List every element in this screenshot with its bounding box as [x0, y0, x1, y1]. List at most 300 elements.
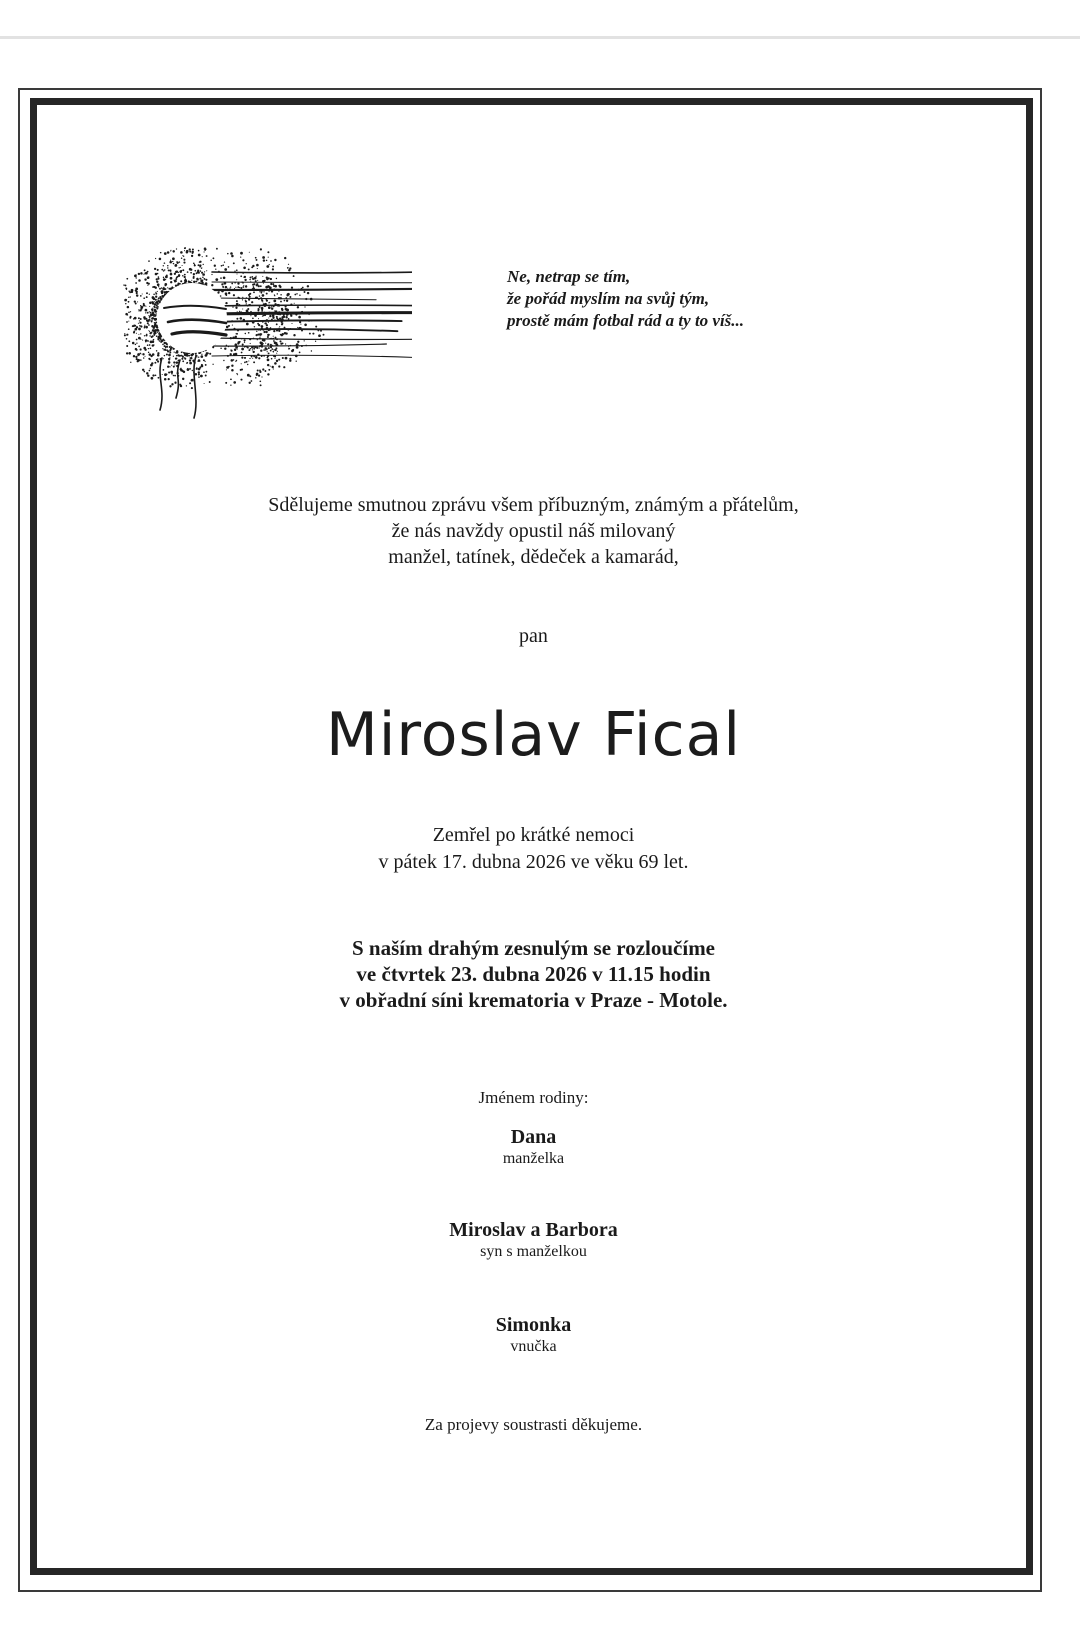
- stipple-dot: [255, 276, 256, 277]
- stipple-dot: [291, 287, 293, 289]
- stipple-dot: [148, 348, 149, 349]
- stipple-dot: [237, 341, 240, 344]
- stipple-dot: [266, 349, 268, 351]
- stipple-dot: [148, 324, 150, 326]
- stipple-dot: [176, 276, 178, 278]
- stipple-dot: [145, 312, 146, 313]
- stipple-dot: [181, 358, 183, 360]
- stipple-dot: [139, 325, 141, 327]
- stipple-dot: [259, 291, 260, 292]
- stipple-dot: [201, 272, 203, 274]
- stipple-dot: [307, 292, 309, 294]
- stipple-dot: [152, 374, 154, 376]
- stipple-dot: [187, 355, 189, 357]
- stipple-dot: [211, 274, 212, 275]
- stipple-dot: [231, 283, 233, 285]
- stipple-dot: [323, 334, 325, 336]
- stipple-dot: [221, 283, 223, 285]
- stipple-dot: [269, 315, 271, 317]
- stipple-dot: [241, 352, 243, 354]
- stipple-dot: [268, 353, 270, 355]
- stipple-dot: [187, 368, 188, 369]
- stipple-dot: [246, 361, 248, 363]
- stipple-dot: [200, 375, 203, 378]
- stipple-dot: [148, 260, 150, 262]
- stipple-dot: [230, 252, 233, 255]
- stipple-dot: [146, 334, 148, 336]
- stipple-dot: [274, 358, 275, 359]
- stipple-dot: [242, 286, 244, 288]
- stipple-dot: [140, 348, 142, 350]
- stipple-dot: [276, 353, 277, 354]
- stipple-dot: [136, 343, 137, 344]
- stipple-dot: [173, 361, 175, 363]
- stipple-dot: [271, 358, 273, 360]
- stipple-dot: [246, 323, 249, 326]
- stipple-dot: [157, 360, 159, 362]
- stipple-dot: [182, 370, 184, 372]
- stipple-dot: [256, 259, 258, 261]
- stipple-dot: [169, 385, 171, 387]
- stipple-dot: [153, 301, 154, 302]
- stipple-dot: [148, 358, 150, 360]
- stipple-dot: [196, 368, 198, 370]
- stipple-dot: [125, 284, 127, 286]
- stipple-dot: [155, 296, 157, 298]
- stipple-dot: [124, 334, 126, 336]
- stipple-dot: [261, 325, 264, 328]
- stipple-dot: [224, 347, 226, 349]
- stipple-dot: [264, 370, 266, 372]
- stipple-dot: [186, 251, 189, 254]
- comet-streak: [212, 329, 397, 331]
- stipple-dot: [140, 295, 142, 297]
- stipple-dot: [150, 348, 152, 350]
- stipple-dot: [142, 293, 143, 294]
- stipple-dot: [288, 348, 289, 349]
- stipple-dot: [192, 379, 193, 380]
- stipple-dot: [214, 265, 216, 267]
- stipple-dot: [139, 320, 140, 321]
- stipple-dot: [150, 364, 153, 367]
- stipple-dot: [140, 308, 142, 310]
- stipple-dot: [256, 283, 258, 285]
- stipple-dot: [169, 346, 171, 348]
- stipple-dot: [282, 357, 284, 359]
- stipple-dot: [153, 344, 155, 346]
- stipple-dot: [237, 286, 239, 288]
- stipple-dot: [189, 368, 190, 369]
- stipple-dot: [183, 352, 184, 353]
- stipple-dot: [157, 332, 158, 333]
- stipple-dot: [263, 291, 264, 292]
- stipple-dot: [244, 339, 246, 341]
- stipple-dot: [159, 258, 162, 261]
- stipple-dot: [137, 301, 138, 302]
- stipple-dot: [173, 375, 175, 377]
- stipple-dot: [249, 296, 251, 298]
- stipple-dot: [263, 294, 265, 296]
- stipple-dot: [231, 255, 234, 258]
- stipple-dot: [226, 369, 227, 370]
- stipple-dot: [140, 339, 141, 340]
- stipple-dot: [235, 333, 236, 334]
- stipple-dot: [234, 270, 235, 271]
- stipple-dot: [184, 274, 186, 276]
- stipple-dot: [152, 353, 155, 356]
- stipple-dot: [273, 349, 274, 350]
- stipple-dot: [240, 256, 241, 257]
- stipple-dot: [191, 282, 192, 283]
- stipple-dot: [162, 374, 163, 375]
- stipple-dot: [131, 289, 134, 292]
- stipple-dot: [265, 343, 266, 344]
- stipple-dot: [262, 276, 263, 277]
- stipple-dot: [168, 378, 170, 380]
- stipple-dot: [164, 345, 166, 347]
- stipple-dot: [136, 292, 138, 294]
- stipple-dot: [198, 250, 200, 252]
- stipple-dot: [312, 333, 314, 335]
- stipple-dot: [232, 306, 233, 307]
- stipple-dot: [170, 273, 173, 276]
- stipple-dot: [249, 279, 250, 280]
- stipple-dot: [277, 351, 278, 352]
- stipple-dot: [227, 253, 229, 255]
- stipple-dot: [252, 317, 254, 319]
- stipple-dot: [136, 294, 138, 296]
- stipple-dot: [258, 285, 260, 287]
- stipple-dot: [180, 280, 182, 282]
- stipple-dot: [270, 278, 272, 280]
- stipple-dot: [266, 293, 268, 295]
- stipple-dot: [173, 263, 174, 264]
- stipple-dot: [281, 309, 283, 311]
- stipple-dot: [259, 380, 261, 382]
- stipple-dot: [228, 266, 230, 268]
- stipple-dot: [274, 342, 277, 345]
- stipple-dot: [164, 284, 166, 286]
- stipple-dot: [183, 255, 184, 256]
- stipple-dot: [278, 359, 280, 361]
- stipple-dot: [182, 275, 184, 277]
- stipple-dot: [200, 355, 203, 358]
- stipple-dot: [206, 270, 207, 271]
- stipple-dot: [208, 353, 209, 354]
- stipple-dot: [175, 271, 177, 273]
- stipple-dot: [266, 265, 269, 268]
- stipple-dot: [267, 336, 269, 338]
- stipple-dot: [174, 375, 176, 377]
- stipple-dot: [138, 310, 139, 311]
- stipple-dot: [136, 277, 137, 278]
- stipple-dot: [291, 323, 292, 324]
- stipple-dot: [146, 292, 148, 294]
- stipple-dot: [173, 356, 174, 357]
- stipple-dot: [156, 278, 158, 280]
- stipple-dot: [191, 387, 193, 389]
- stipple-dot: [133, 330, 135, 332]
- stipple-dot: [172, 261, 173, 262]
- stipple-dot: [284, 257, 286, 259]
- stipple-dot: [154, 268, 156, 270]
- stipple-dot: [184, 247, 186, 249]
- stipple-dot: [189, 382, 191, 384]
- stipple-dot: [244, 362, 246, 364]
- stipple-dot: [166, 274, 168, 276]
- stipple-dot: [152, 301, 153, 302]
- stipple-dot: [189, 248, 191, 250]
- stipple-dot: [161, 269, 163, 271]
- family-member: [40, 1218, 1027, 1262]
- stipple-dot: [222, 286, 224, 288]
- stipple-dot: [201, 268, 202, 269]
- stipple-dot: [140, 272, 142, 274]
- stipple-dot: [198, 357, 199, 358]
- stipple-dot: [128, 321, 129, 322]
- stipple-dot: [285, 343, 286, 344]
- stipple-dot: [170, 281, 172, 283]
- stipple-dot: [155, 273, 158, 276]
- stipple-dot: [259, 333, 262, 336]
- stipple-dot: [248, 294, 250, 296]
- salutation: pan: [519, 625, 548, 647]
- stipple-dot: [176, 358, 177, 359]
- stipple-dot: [129, 292, 131, 294]
- stipple-dot: [246, 303, 247, 304]
- stipple-dot: [149, 370, 151, 372]
- stipple-dot: [249, 375, 251, 377]
- stipple-dot: [134, 300, 136, 302]
- stipple-dot: [271, 348, 273, 350]
- stipple-dot: [130, 296, 131, 297]
- stipple-dot: [190, 272, 192, 274]
- stipple-dot: [155, 322, 156, 323]
- stipple-dot: [251, 276, 253, 278]
- stipple-dot: [220, 295, 222, 297]
- stipple-dot: [205, 375, 207, 377]
- motto-line: prostě mám fotbal rád a ty to víš...: [507, 311, 745, 330]
- stipple-dot: [261, 299, 263, 301]
- stipple-dot: [136, 339, 138, 341]
- stipple-dot: [256, 331, 257, 332]
- stipple-dot: [152, 329, 155, 332]
- stipple-dot: [194, 264, 195, 265]
- stipple-dot: [293, 334, 295, 336]
- stipple-dot: [251, 301, 253, 303]
- stipple-dot: [233, 381, 236, 384]
- stipple-dot: [264, 270, 265, 271]
- stipple-dot: [252, 349, 253, 350]
- stipple-dot: [143, 274, 144, 275]
- stipple-dot: [203, 359, 205, 361]
- stipple-dot: [211, 284, 213, 286]
- stipple-dot: [218, 291, 219, 292]
- stipple-dot: [289, 267, 291, 269]
- stipple-dot: [143, 371, 145, 373]
- stipple-dot: [272, 268, 274, 270]
- stipple-dot: [183, 259, 185, 261]
- stipple-dot: [268, 306, 271, 309]
- stipple-dot: [260, 337, 261, 338]
- stipple-dot: [274, 294, 275, 295]
- stipple-dot: [128, 352, 131, 355]
- stipple-dot: [248, 268, 250, 270]
- stipple-dot: [156, 335, 158, 337]
- stipple-dot: [192, 249, 194, 251]
- stipple-dot: [128, 311, 130, 313]
- stipple-dot: [287, 267, 289, 269]
- stipple-dot: [158, 286, 159, 287]
- family-label: Jménem rodiny:: [478, 1088, 589, 1107]
- stipple-dot: [172, 287, 173, 288]
- comet-streak: [212, 305, 412, 306]
- stipple-dot: [220, 347, 222, 349]
- stipple-dot: [261, 376, 262, 377]
- stipple-dot: [170, 371, 173, 374]
- stipple-dot: [260, 248, 262, 250]
- stipple-dot: [184, 250, 185, 251]
- stipple-dot: [130, 311, 131, 312]
- stipple-dot: [275, 347, 277, 349]
- stipple-dot: [249, 276, 251, 278]
- stipple-dot: [253, 283, 255, 285]
- stipple-dot: [144, 349, 146, 351]
- stipple-dot: [266, 324, 268, 326]
- stipple-dot: [237, 282, 239, 284]
- stipple-dot: [205, 361, 206, 362]
- stipple-dot: [233, 294, 235, 296]
- stipple-dot: [155, 318, 158, 321]
- stipple-dot: [243, 267, 246, 270]
- stipple-dot: [268, 318, 269, 319]
- stipple-dot: [155, 314, 157, 316]
- stipple-dot: [248, 349, 250, 351]
- ceremony-line: ve čtvrtek 23. dubna 2026 v 11.15 hodin: [356, 962, 711, 986]
- stipple-dot: [253, 351, 255, 353]
- stipple-dot: [163, 277, 164, 278]
- stipple-dot: [125, 288, 127, 290]
- stipple-dot: [286, 300, 288, 302]
- stipple-dot: [257, 369, 259, 371]
- stipple-dot: [164, 378, 167, 381]
- stipple-dot: [157, 278, 159, 280]
- stipple-dot: [150, 368, 151, 369]
- stipple-dot: [167, 366, 169, 368]
- stipple-dot: [152, 302, 154, 304]
- stipple-dot: [253, 361, 255, 363]
- stipple-dot: [228, 367, 229, 368]
- stipple-dot: [147, 340, 149, 342]
- stipple-dot: [135, 344, 137, 346]
- comet-streak: [212, 313, 412, 314]
- stipple-dot: [231, 364, 233, 366]
- stipple-dot: [285, 308, 288, 311]
- stipple-dot: [124, 333, 125, 334]
- stipple-dot: [248, 332, 250, 334]
- stipple-dot: [169, 357, 170, 358]
- stipple-dot: [199, 278, 201, 280]
- stipple-dot: [204, 247, 206, 249]
- stipple-dot: [126, 352, 128, 354]
- stipple-dot: [160, 341, 162, 343]
- stipple-dot: [205, 354, 208, 357]
- stipple-dot: [157, 354, 159, 356]
- stipple-dot: [228, 292, 230, 294]
- stipple-dot: [226, 326, 229, 329]
- stipple-dot: [198, 371, 200, 373]
- stipple-dot: [165, 347, 166, 348]
- stipple-dot: [167, 287, 168, 288]
- stipple-dot: [203, 371, 205, 373]
- stipple-dot: [168, 288, 170, 290]
- stipple-dot: [265, 286, 268, 289]
- stipple-dot: [169, 269, 171, 271]
- stipple-dot: [167, 265, 168, 266]
- stipple-dot: [178, 274, 180, 276]
- stipple-dot: [209, 381, 211, 383]
- stipple-dot: [177, 362, 179, 364]
- stipple-dot: [282, 315, 285, 318]
- stipple-dot: [126, 321, 128, 323]
- stipple-dot: [236, 300, 238, 302]
- family-member-name: Dana: [510, 1126, 557, 1148]
- stipple-dot: [270, 260, 272, 262]
- stipple-dot: [177, 354, 179, 356]
- stipple-dot: [155, 299, 157, 301]
- stipple-dot: [268, 343, 270, 345]
- stipple-dot: [205, 364, 207, 366]
- stipple-dot: [125, 313, 128, 316]
- stipple-dot: [247, 374, 250, 377]
- stipple-dot: [157, 352, 159, 354]
- stipple-dot: [128, 328, 130, 330]
- stipple-dot: [149, 316, 151, 318]
- stipple-dot: [135, 282, 137, 284]
- stipple-dot: [256, 334, 258, 336]
- stipple-dot: [260, 285, 262, 287]
- family-member: [40, 1313, 1027, 1357]
- stipple-dot: [195, 280, 197, 282]
- stipple-dot: [242, 308, 243, 309]
- stipple-dot: [236, 279, 237, 280]
- stipple-dot: [128, 297, 129, 298]
- stipple-dot: [194, 270, 196, 272]
- stipple-dot: [138, 346, 140, 348]
- stipple-dot: [149, 302, 152, 305]
- stipple-dot: [184, 276, 186, 278]
- stipple-dot: [274, 310, 276, 312]
- stipple-dot: [170, 250, 171, 251]
- stipple-dot: [164, 262, 166, 264]
- stipple-dot: [134, 317, 137, 320]
- stipple-dot: [268, 369, 270, 371]
- stipple-dot: [155, 292, 156, 293]
- stipple-dot: [159, 340, 160, 341]
- stipple-dot: [159, 337, 161, 339]
- stipple-dot: [134, 275, 137, 278]
- stipple-dot: [270, 283, 272, 285]
- stipple-dot: [267, 334, 269, 336]
- stipple-dot: [289, 296, 291, 298]
- stipple-dot: [183, 262, 185, 264]
- stipple-dot: [140, 353, 141, 354]
- stipple-dot: [240, 252, 243, 255]
- stipple-dot: [276, 278, 277, 279]
- stipple-dot: [288, 264, 289, 265]
- stipple-dot: [124, 299, 127, 302]
- stipple-dot: [193, 262, 195, 264]
